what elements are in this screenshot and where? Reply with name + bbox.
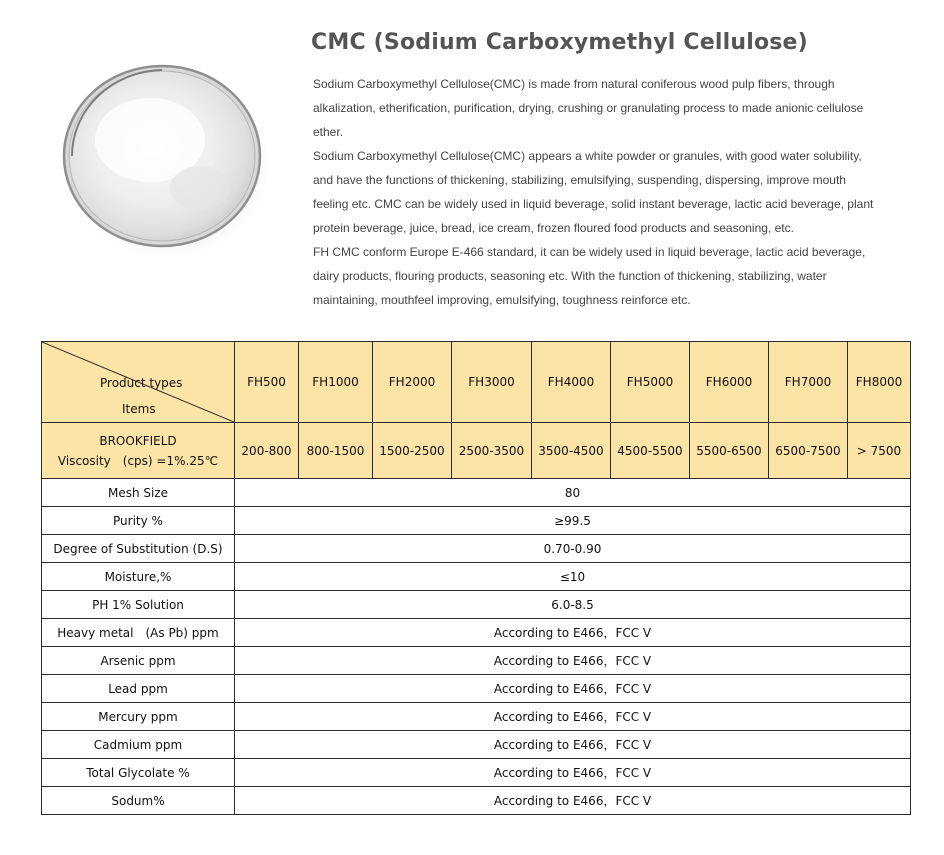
product-header: FH6000 [690,342,769,423]
viscosity-value: 5500-6500 [690,423,769,479]
table-row [42,647,911,675]
description-line: ether. [313,125,344,139]
product-header: FH1000 [299,342,373,423]
corner-label-product-types: Product types [100,376,183,390]
row-label: Moisture,% [42,563,235,591]
corner-header-cell [42,342,235,423]
viscosity-value: 3500-4500 [532,423,611,479]
row-label: Mercury ppm [42,703,235,731]
row-label: Arsenic ppm [42,647,235,675]
row-value: 80 [235,479,911,507]
row-label: Sodum% [42,787,235,815]
table-row [42,591,911,619]
row-value: According to E466，FCC V [235,731,911,759]
row-label: Degree of Substitution (D.S) [42,535,235,563]
row-label: Heavy metal (As Pb) ppm [42,619,235,647]
description-line: dairy products, flouring products, seasoning etc. With the function of thickening, stabilizing, water [313,269,827,283]
product-header: FH2000 [373,342,452,423]
description-line: and have the functions of thickening, stabilizing, emulsifying, suspending, dispersing, improve mouth [313,173,846,187]
product-header: FH500 [235,342,299,423]
table-row [42,703,911,731]
row-value: According to E466，FCC V [235,619,911,647]
table-row [42,731,911,759]
table-row [42,787,911,815]
table-row [42,619,911,647]
row-label: Cadmium ppm [42,731,235,759]
product-photo [50,48,276,263]
product-header: FH3000 [452,342,532,423]
row-value: According to E466，FCC V [235,759,911,787]
row-value: According to E466，FCC V [235,675,911,703]
row-value: 6.0-8.5 [235,591,911,619]
specification-table [41,341,911,815]
viscosity-value: 2500-3500 [452,423,532,479]
description-line: maintaining, mouthfeel improving, emulsifying, toughness reinforce etc. [313,293,691,307]
viscosity-value: 200-800 [235,423,299,479]
row-label: Purity % [42,507,235,535]
row-value: According to E466，FCC V [235,703,911,731]
table-row [42,535,911,563]
description-line: alkalization, etherification, purification, drying, crushing or granulating process to made anionic cellulose [313,101,864,115]
row-label: Lead ppm [42,675,235,703]
table-row [42,507,911,535]
description-line: FH CMC conform Europe E-466 standard, it can be widely used in liquid beverage, lactic acid beverage, [313,245,866,259]
description-line: Sodium Carboxymethyl Cellulose(CMC) is made from natural coniferous wood pulp fibers, through [313,77,835,91]
row-value: According to E466，FCC V [235,787,911,815]
viscosity-label-cell [42,423,235,479]
table-row [42,479,911,507]
row-value: According to E466，FCC V [235,647,911,675]
table-row [42,563,911,591]
table-row [42,675,911,703]
row-label: Mesh Size [42,479,235,507]
product-description [313,72,913,312]
viscosity-value: 1500-2500 [373,423,452,479]
row-label: Total Glycolate % [42,759,235,787]
row-value: ≤10 [235,563,911,591]
description-line: Sodium Carboxymethyl Cellulose(CMC) appears a white powder or granules, with good water solubility, [313,149,862,163]
page-title: CMC (Sodium Carboxymethyl Cellulose) [311,30,808,55]
viscosity-value: 800-1500 [299,423,373,479]
row-value: ≥99.5 [235,507,911,535]
row-value: 0.70-0.90 [235,535,911,563]
viscosity-label-brookfield: BROOKFIELD [99,433,177,448]
header-row [42,342,911,423]
table-row [42,759,911,787]
product-header: FH5000 [611,342,690,423]
viscosity-row [42,423,911,479]
viscosity-value: > 7500 [848,423,911,479]
viscosity-label-units: Viscosity (cps) =1%.25℃ [57,453,219,468]
petri-dish-image [50,48,276,263]
viscosity-value: 6500-7500 [769,423,848,479]
product-header: FH8000 [848,342,911,423]
corner-label-items: Items [122,402,156,416]
product-header: FH4000 [532,342,611,423]
viscosity-value: 4500-5500 [611,423,690,479]
description-line: feeling etc. CMC can be widely used in liquid beverage, solid instant beverage, lactic acid beverage, plant [313,197,874,211]
product-header: FH7000 [769,342,848,423]
row-label: PH 1% Solution [42,591,235,619]
description-line: protein beverage, juice, bread, ice cream, frozen floured food products and seasoning, etc. [313,221,794,235]
